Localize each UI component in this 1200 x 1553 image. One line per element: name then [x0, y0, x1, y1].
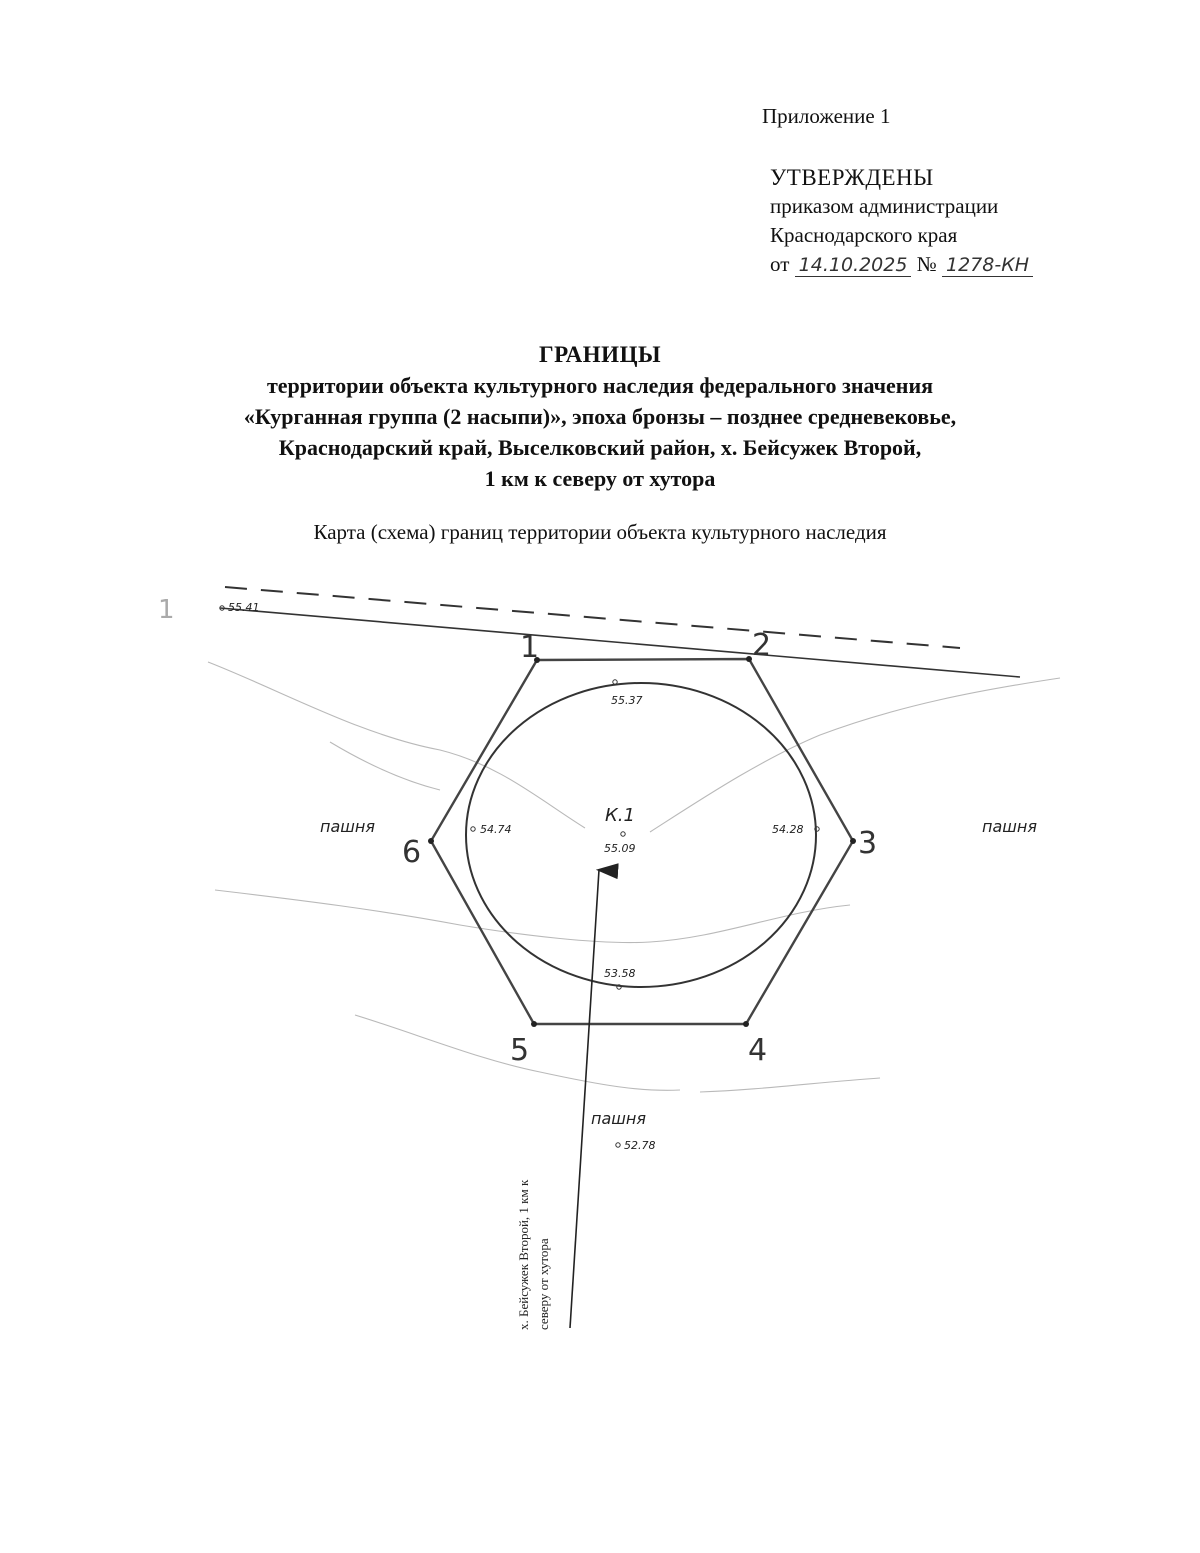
vertex-point	[850, 838, 856, 844]
road-line	[220, 608, 1020, 677]
elevation-mound-right: 54.28	[772, 823, 804, 836]
contour-line	[208, 662, 585, 828]
appendix-label: Приложение 1	[762, 104, 891, 128]
elevation-point	[471, 827, 475, 831]
approval-line-1: приказом администрации	[770, 194, 999, 218]
margin-mark: 1	[158, 595, 175, 625]
vertex-label-5: 5	[510, 1033, 530, 1068]
vertex-label-2: 2	[752, 628, 772, 663]
vertex-label-6: 6	[402, 835, 422, 870]
vertex-label-4: 4	[748, 1033, 768, 1068]
approval-line-2: Краснодарского края	[770, 223, 958, 247]
elevation-south: 52.78	[624, 1139, 656, 1152]
title-line-3: Краснодарский край, Выселковский район, х. Бейсужек Второй,	[278, 435, 922, 460]
field-label-east: пашня	[982, 817, 1037, 836]
contour-line	[650, 678, 1060, 832]
vertex-label-1: 1	[520, 630, 540, 665]
title-main: ГРАНИЦЫ	[538, 342, 662, 367]
direction-text-line-2: северу от хутора	[536, 1238, 551, 1330]
map-caption: Карта (схема) границ территории объекта культурного наследия	[313, 520, 887, 544]
number-label: №	[916, 252, 937, 276]
elevation-point	[613, 680, 617, 684]
elevation-center: 55.09	[604, 842, 636, 855]
elevation-mound-top: 55.37	[611, 694, 643, 707]
elevation-mound-bottom: 53.58	[604, 967, 636, 980]
kurgan-center-point	[621, 832, 625, 836]
vertex-label-3: 3	[858, 826, 878, 861]
title-line-2: «Курганная группа (2 насыпи)», эпоха бронзы – позднее средневековье,	[243, 404, 957, 429]
elevation-mound-left: 54.74	[480, 823, 512, 836]
field-label-west: пашня	[320, 817, 375, 836]
elevation-point	[616, 1143, 620, 1147]
vertex-point	[743, 1021, 749, 1027]
from-label: от	[770, 252, 790, 276]
approved-heading: УТВЕРЖДЕНЫ	[770, 165, 934, 190]
contour-line	[700, 1078, 880, 1092]
vertex-point	[428, 838, 434, 844]
title-line-4: 1 км к северу от хутора	[484, 466, 716, 491]
field-label-south: пашня	[591, 1109, 646, 1128]
boundary-vertices	[428, 656, 856, 1027]
vertex-point	[531, 1021, 537, 1027]
elevation-top-left: 55.41	[228, 601, 260, 614]
contour-line	[330, 742, 440, 790]
direction-arrow	[570, 870, 599, 1328]
order-date: 14.10.2025	[795, 254, 912, 277]
title-line-1: территории объекта культурного наследия федерального значения	[266, 373, 934, 398]
territory-boundary	[431, 659, 853, 1024]
kurgan-label: К.1	[605, 805, 635, 826]
contour-line	[215, 890, 850, 943]
direction-text-line-1: х. Бейсужек Второй, 1 км к	[516, 1179, 531, 1330]
terrain-contours	[208, 662, 1060, 1092]
kurgan-mound-outline	[466, 683, 816, 987]
order-number: 1278-КН	[942, 254, 1033, 277]
